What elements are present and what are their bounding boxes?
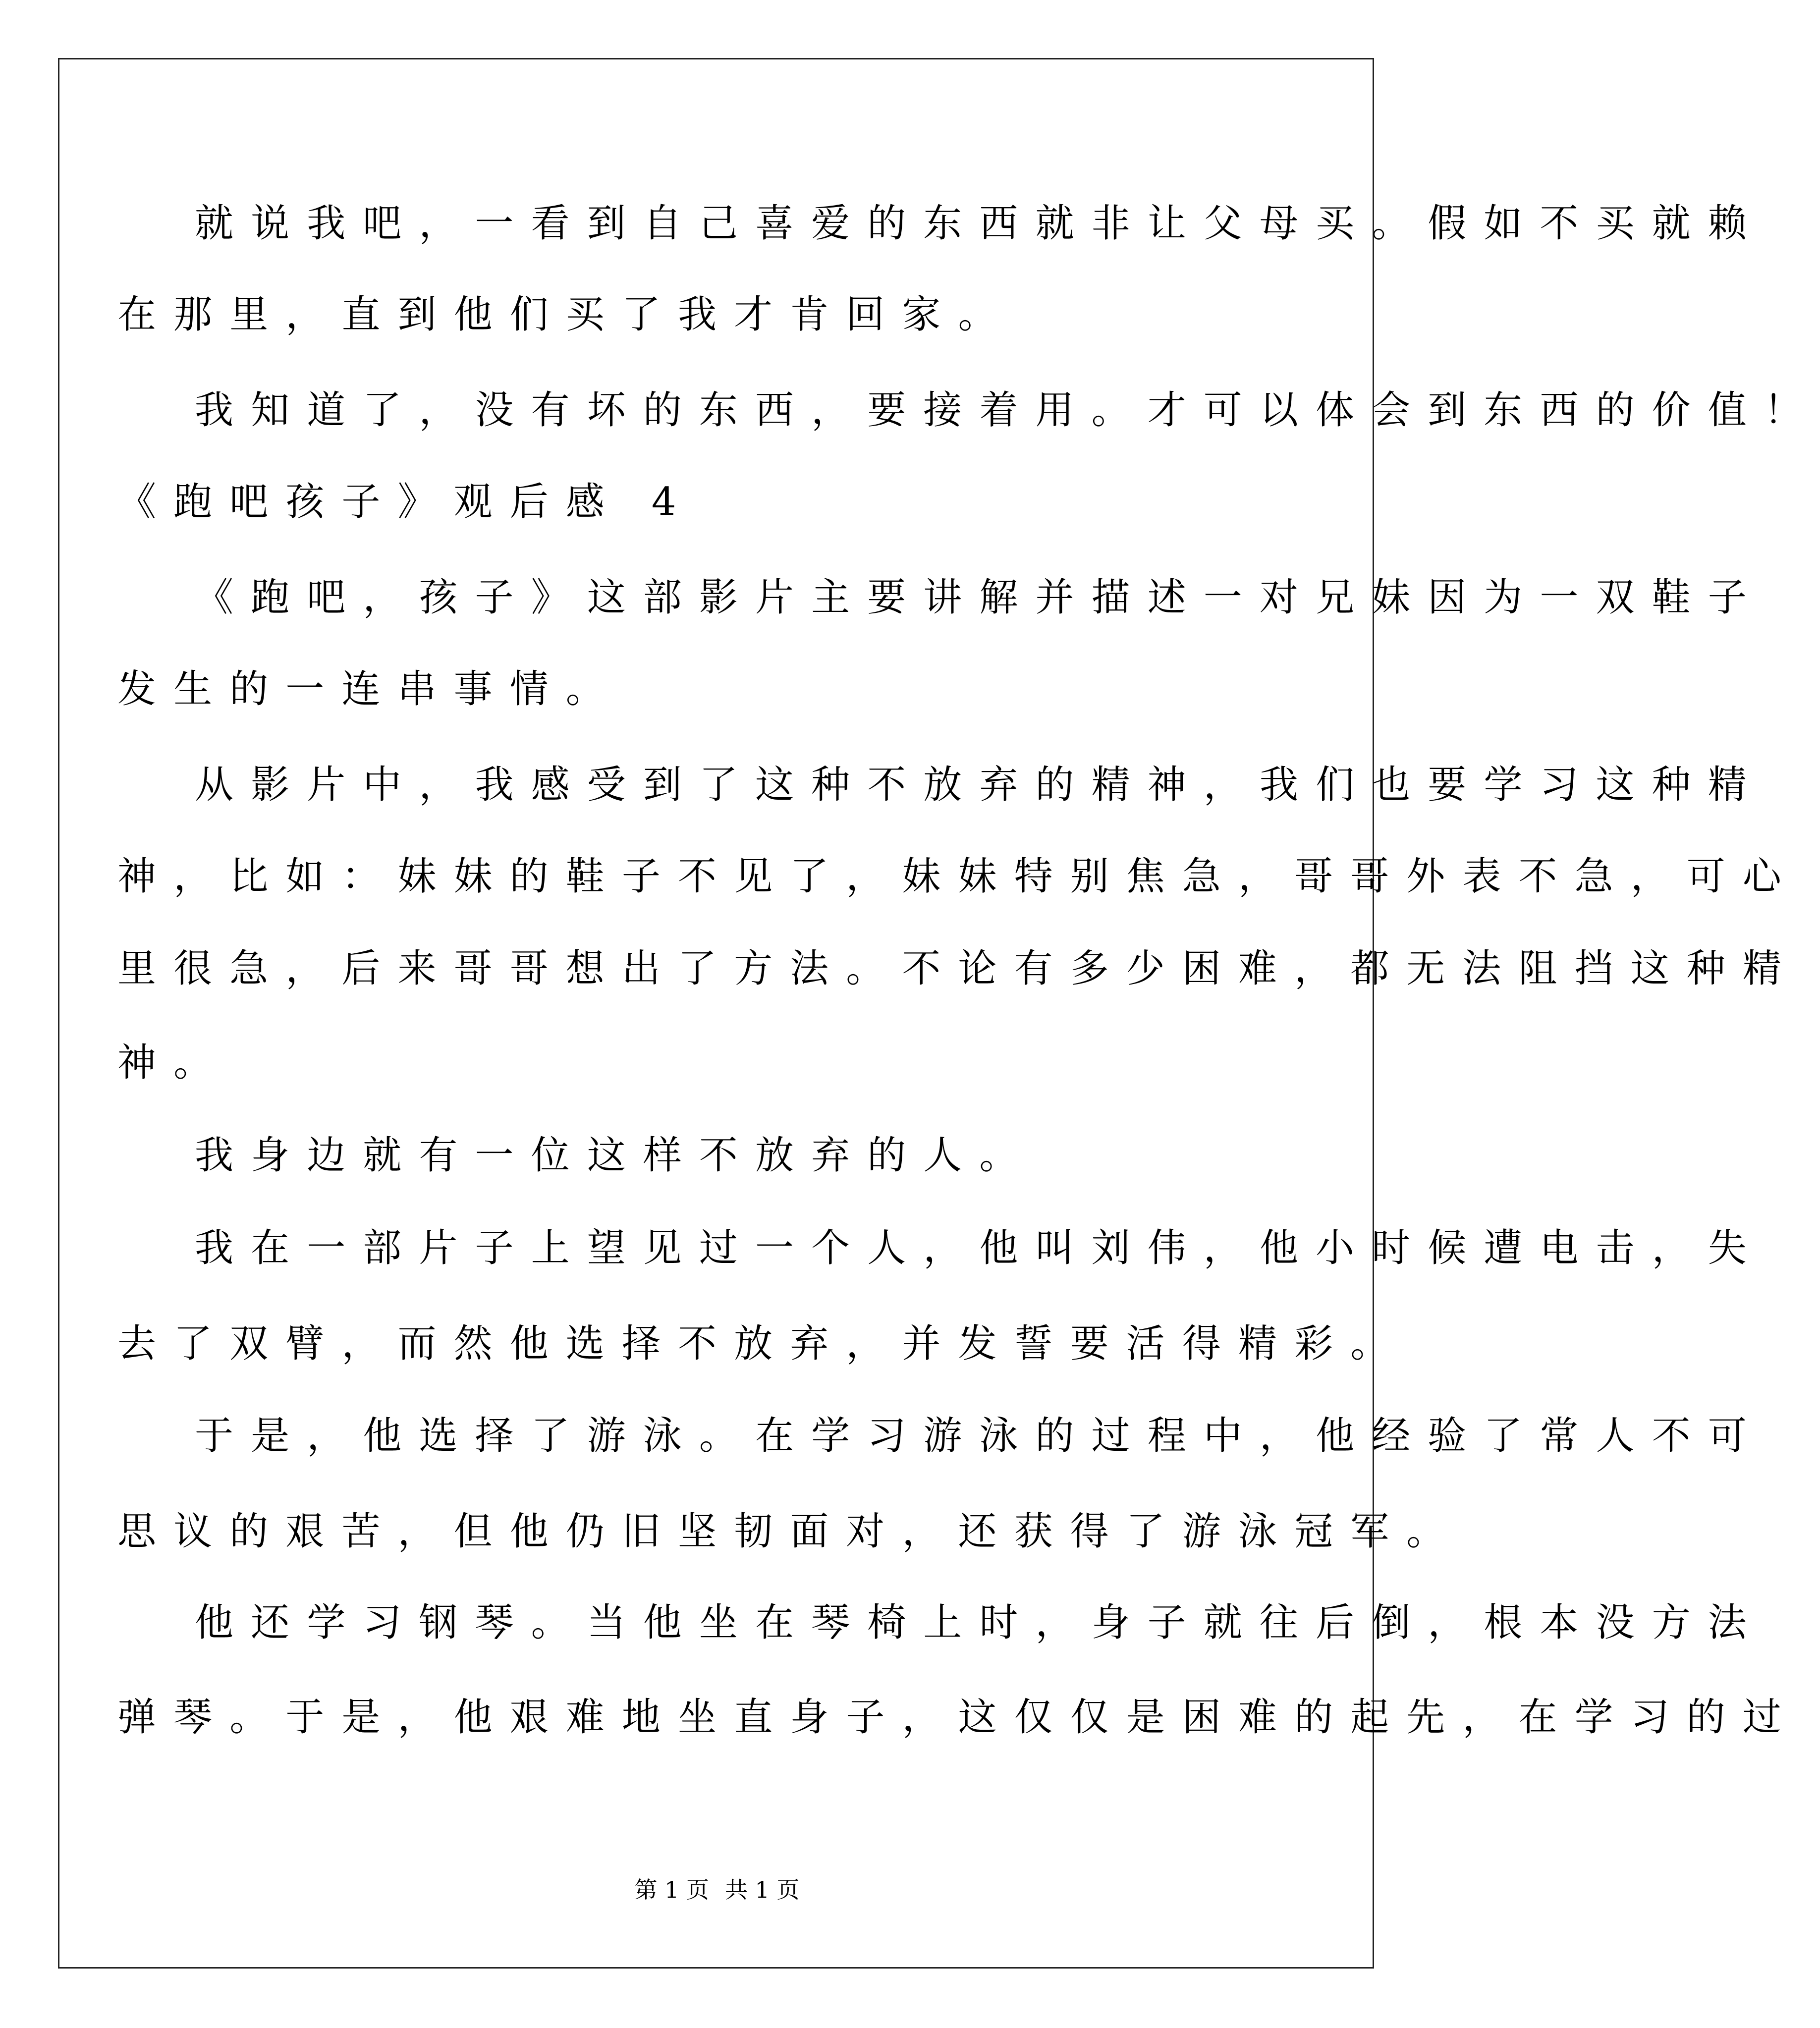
page-footer bbox=[0, 1875, 1434, 1905]
text-line: 发生的一连串事情。 bbox=[117, 667, 622, 712]
text-line: 就说我吧，一看到自己喜爱的东西就非让父母买。假如不买就赖 bbox=[195, 201, 1764, 246]
text-line: 在那里，直到他们买了我才肯回家。 bbox=[117, 292, 1014, 337]
text-line: 弹琴。于是，他艰难地坐直身子，这仅仅是困难的起先，在学习的过 bbox=[117, 1695, 1799, 1740]
text-line: 神。 bbox=[117, 1041, 230, 1085]
text-line: 里很急，后来哥哥想出了方法。不论有多少困难，都无法阻挡这种精 bbox=[117, 946, 1799, 991]
text-line: 我在一部片子上望见过一个人，他叫刘伟，他小时候遭电击，失 bbox=[195, 1226, 1764, 1270]
text-line: 《跑吧，孩子》这部影片主要讲解并描述一对兄妹因为一双鞋子 bbox=[195, 575, 1764, 620]
text-line: 思议的艰苦，但他仍旧坚韧面对，还获得了游泳冠军。 bbox=[117, 1509, 1463, 1554]
text-line: 于是，他选择了游泳。在学习游泳的过程中，他经验了常人不可 bbox=[195, 1414, 1764, 1458]
text-line: 去了双臂，而然他选择不放弃，并发誓要活得精彩。 bbox=[117, 1321, 1407, 1366]
text-line: 我知道了，没有坏的东西，要接着用。才可以体会到东西的价值！ bbox=[195, 388, 1820, 433]
text-line: 从影片中，我感受到了这种不放弃的精神，我们也要学习这种精 bbox=[195, 763, 1764, 807]
page-border bbox=[58, 58, 1374, 1969]
page-count: 共 1 页 bbox=[725, 1876, 800, 1903]
page-number: 第 1 页 bbox=[634, 1876, 709, 1903]
text-line: 神，比如：妹妹的鞋子不见了，妹妹特别焦急，哥哥外表不急，可心 bbox=[117, 854, 1799, 899]
section-heading: 《跑吧孩子》观后感 4 bbox=[117, 480, 694, 524]
text-line: 他还学习钢琴。当他坐在琴椅上时，身子就往后倒，根本没方法 bbox=[195, 1600, 1764, 1645]
text-line: 我身边就有一位这样不放弃的人。 bbox=[195, 1133, 1036, 1178]
